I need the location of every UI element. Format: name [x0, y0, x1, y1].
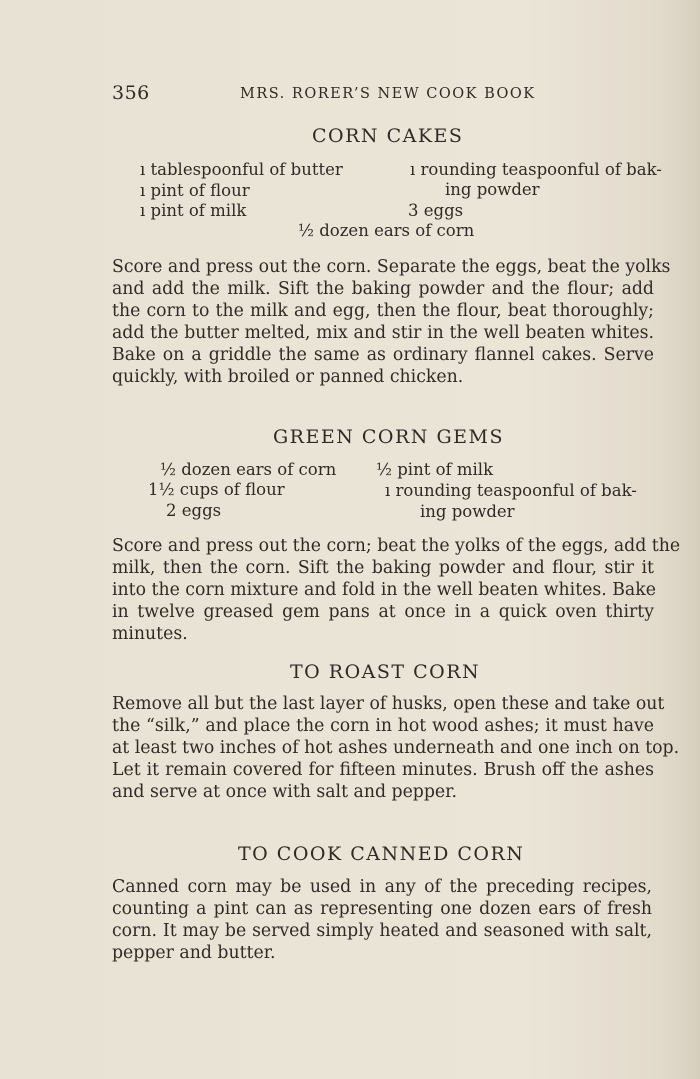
- text-line: in twelve greased gem pans at once in a quick oven thirty: [112, 602, 654, 622]
- text-line: Bake on a griddle the same as ordinary flannel cakes. Serve: [112, 345, 654, 365]
- text-line: the “silk,” and place the corn in hot wood ashes; it must have: [112, 716, 654, 736]
- section-title-to-roast-corn: TO ROAST CORN: [290, 661, 481, 683]
- text-line: into the corn mixture and fold in the well beaten whites. Bake: [112, 580, 656, 600]
- recipe-text-to-cook-canned-corn: [112, 876, 652, 964]
- recipe-text-corn-cakes: [112, 256, 671, 388]
- ingredient-milk: ½ pint of milk: [376, 460, 494, 479]
- section-title-green-corn-gems: GREEN CORN GEMS: [273, 426, 504, 448]
- text-line: add the butter melted, mix and stir in the well beaten whites.: [112, 323, 654, 343]
- ingredient-corn: ½ dozen ears of corn: [160, 460, 337, 479]
- text-line: counting a pint can as representing one dozen ears of fresh: [112, 899, 652, 919]
- ingredient-eggs: 3 eggs: [408, 201, 464, 220]
- text-line: Score and press out the corn. Separate the eggs, beat the yolks: [112, 257, 671, 277]
- recipe-text-green-corn-gems: [112, 535, 681, 645]
- text-line: at least two inches of hot ashes underneath and one inch on top.: [112, 738, 680, 758]
- running-head: MRS. RORER’S NEW COOK BOOK: [240, 86, 536, 102]
- text-line: minutes.: [112, 624, 188, 644]
- text-line: the corn to the milk and egg, then the flour, beat thoroughly;: [112, 301, 654, 321]
- ingredient-flour: 1½ cups of flour: [148, 480, 285, 499]
- text-line: Let it remain covered for fifteen minutes. Brush off the ashes: [112, 760, 654, 780]
- text-line: quickly, with broiled or panned chicken.: [112, 367, 464, 387]
- ingredient-milk: ı pint of milk: [140, 201, 247, 220]
- ingredient-eggs: 2 eggs: [166, 501, 222, 520]
- text-line: Score and press out the corn; beat the yolks of the eggs, add the: [112, 536, 681, 556]
- text-line: pepper and butter.: [112, 943, 276, 963]
- text-line: and add the milk. Sift the baking powder and the flour; add: [112, 279, 654, 299]
- ingredient-corn: ½ dozen ears of corn: [298, 221, 475, 240]
- text-line: corn. It may be served simply heated and seasoned with salt,: [112, 921, 652, 941]
- text-line: Canned corn may be used in any of the preceding recipes,: [112, 877, 652, 897]
- ingredient-baking-powder: ı rounding teaspoonful of bak-: [385, 481, 637, 500]
- section-title-to-cook-canned-corn: TO COOK CANNED CORN: [238, 843, 525, 865]
- text-line: Remove all but the last layer of husks, open these and take out: [112, 694, 665, 714]
- ingredient-butter: ı tablespoonful of butter: [140, 160, 343, 179]
- text-line: and serve at once with salt and pepper.: [112, 782, 458, 802]
- page-number: 356: [112, 82, 150, 104]
- recipe-text-to-roast-corn: [112, 693, 680, 803]
- text-line: milk, then the corn. Sift the baking powder and flour, stir it: [112, 558, 654, 578]
- ingredient-baking-powder: ı rounding teaspoonful of bak-: [410, 160, 662, 179]
- section-title-corn-cakes: CORN CAKES: [312, 125, 464, 147]
- ingredient-flour: ı pint of flour: [140, 181, 250, 200]
- ingredient-baking-powder-cont: ing powder: [445, 180, 540, 199]
- ingredient-baking-powder-cont: ing powder: [420, 502, 515, 521]
